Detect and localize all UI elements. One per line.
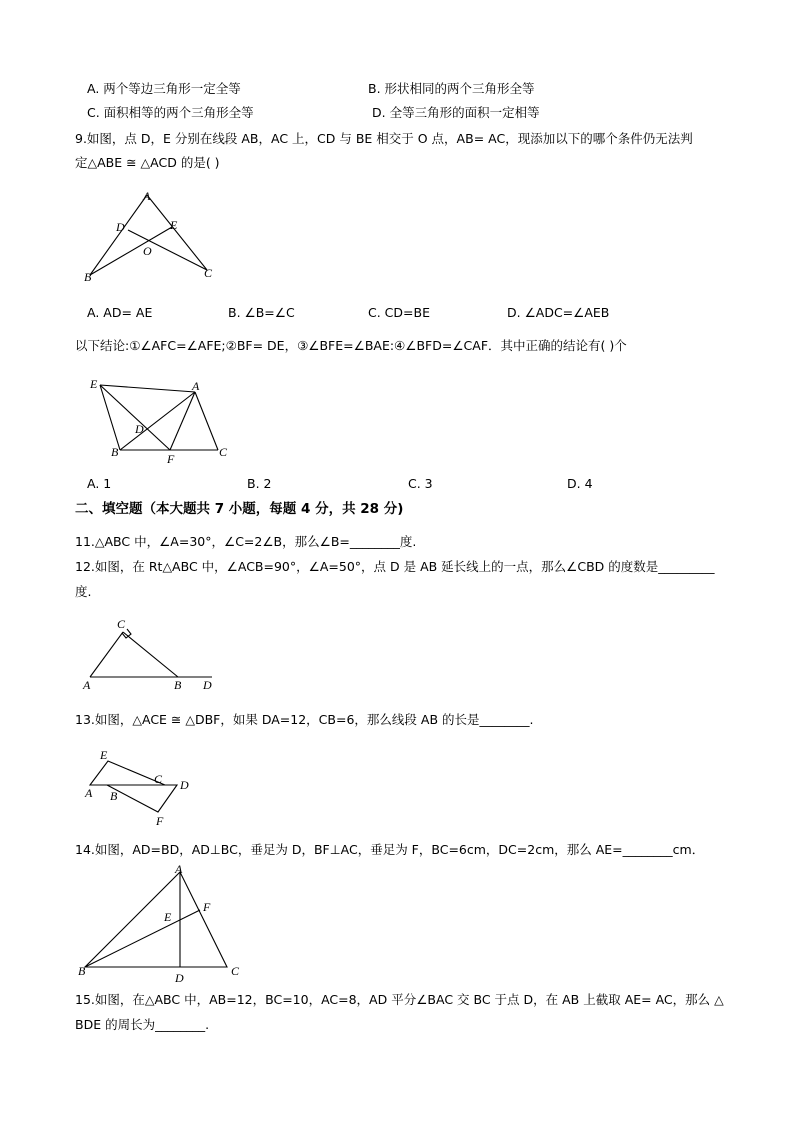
q12-label-b: B (174, 678, 182, 692)
q13-label-a: A (85, 786, 93, 800)
q10-option-b: B. 2 (247, 476, 272, 491)
q9-label-d: D (116, 220, 125, 234)
q10-option-a: A. 1 (87, 476, 112, 491)
q12-label-c: C (117, 617, 126, 631)
q13-stem: 13.如图，△ACE ≅ △DBF，如果 DA=12，CB=6，那么线段 AB 的长是________. (75, 712, 534, 727)
q10-stem: 以下结论:①∠AFC=∠AFE;②BF= DE，③∠BFE=∠BAE:④∠BFD=∠CAF．其中正确的结论有( )个 (75, 338, 627, 353)
q12-side-cb (123, 632, 178, 677)
q10-label-d: D (135, 422, 144, 436)
q12-label-d: D (203, 678, 212, 692)
q9-label-b: B (84, 270, 92, 284)
q13-figure (80, 742, 220, 832)
q12-side-ac (90, 632, 123, 677)
q15-stem-line1: 15.如图，在△ABC 中，AB=12，BC=10，AC=8，AD 平分∠BAC 交 BC 于点 D，在 AB 上截取 AE= AC，那么 △ (75, 992, 724, 1007)
q14-label-e: E (164, 910, 172, 924)
q10-segment-ac (195, 392, 218, 450)
q13-label-f: F (156, 814, 164, 828)
q8-option-a: A. 两个等边三角形一定全等 (87, 81, 241, 96)
q8-option-d: D. 全等三角形的面积一定相等 (372, 105, 540, 120)
q14-triangle-abc (85, 872, 227, 967)
q14-label-f: F (203, 900, 211, 914)
q8-option-c: C. 面积相等的两个三角形全等 (87, 105, 254, 120)
q13-triangle-dbf (107, 785, 177, 812)
q13-label-c: C (154, 772, 163, 786)
q14-altitude-bf (85, 910, 200, 967)
q10-label-f: F (167, 452, 175, 466)
q12-figure (75, 615, 225, 695)
q9-figure (80, 185, 240, 295)
q14-label-a: A (175, 862, 183, 876)
q12-label-a: A (83, 678, 91, 692)
q10-option-d: D. 4 (567, 476, 593, 491)
q10-label-b: B (111, 445, 119, 459)
section-heading-fill-in: 二、填空题（本大题共 7 小题，每题 4 分，共 28 分) (75, 501, 404, 517)
q11-stem: 11.△ABC 中，∠A=30°，∠C=2∠B，那么∠B=________度. (75, 534, 417, 549)
q10-segment-ab (120, 392, 195, 450)
q9-side-ac (147, 195, 207, 270)
q9-label-c: C (204, 266, 213, 280)
q9-option-c: C. CD=BE (368, 305, 430, 320)
q9-stem-line2: 定△ABE ≅ △ACD 的是( ) (75, 155, 220, 170)
q9-stem-line1: 9.如图，点 D，E 分别在线段 AB，AC 上，CD 与 BE 相交于 O 点，AB= AC，现添加以下的哪个条件仍无法判 (75, 131, 693, 146)
q10-segment-af (170, 392, 195, 450)
q9-option-b: B. ∠B=∠C (228, 305, 295, 320)
q9-segment-cd (128, 230, 207, 270)
q12-stem-line1: 12.如图，在 Rt△ABC 中，∠ACB=90°，∠A=50°，点 D 是 AB 延长线上的一点，那么∠CBD 的度数是_________ (75, 559, 715, 574)
q14-label-c: C (231, 964, 240, 978)
q14-label-d: D (175, 971, 184, 985)
q10-label-a: A (192, 379, 200, 393)
q14-label-b: B (78, 964, 86, 978)
q10-figure (88, 375, 238, 465)
q14-stem: 14.如图，AD=BD，AD⊥BC，垂足为 D，BF⊥AC，垂足为 F，BC=6cm，DC=2cm，那么 AE=________cm． (75, 842, 705, 857)
q9-option-d: D. ∠ADC=∠AEB (507, 305, 610, 320)
q9-label-a: A (143, 189, 151, 203)
q9-segment-be (90, 227, 172, 275)
q10-segment-ea (100, 385, 195, 392)
q13-label-e: E (100, 748, 108, 762)
q14-figure (75, 862, 265, 987)
q13-label-d: D (180, 778, 189, 792)
q8-option-b: B. 形状相同的两个三角形全等 (368, 81, 535, 96)
q15-stem-line2: BDE 的周长为________. (75, 1017, 210, 1032)
q9-label-o: O (143, 244, 152, 258)
q10-label-c: C (219, 445, 228, 459)
q9-label-e: E (170, 218, 178, 232)
q9-option-a: A. AD= AE (87, 305, 153, 320)
q13-label-b: B (110, 789, 118, 803)
q10-label-e: E (90, 377, 98, 391)
q10-option-c: C. 3 (408, 476, 433, 491)
q12-stem-line2: 度. (75, 584, 92, 599)
